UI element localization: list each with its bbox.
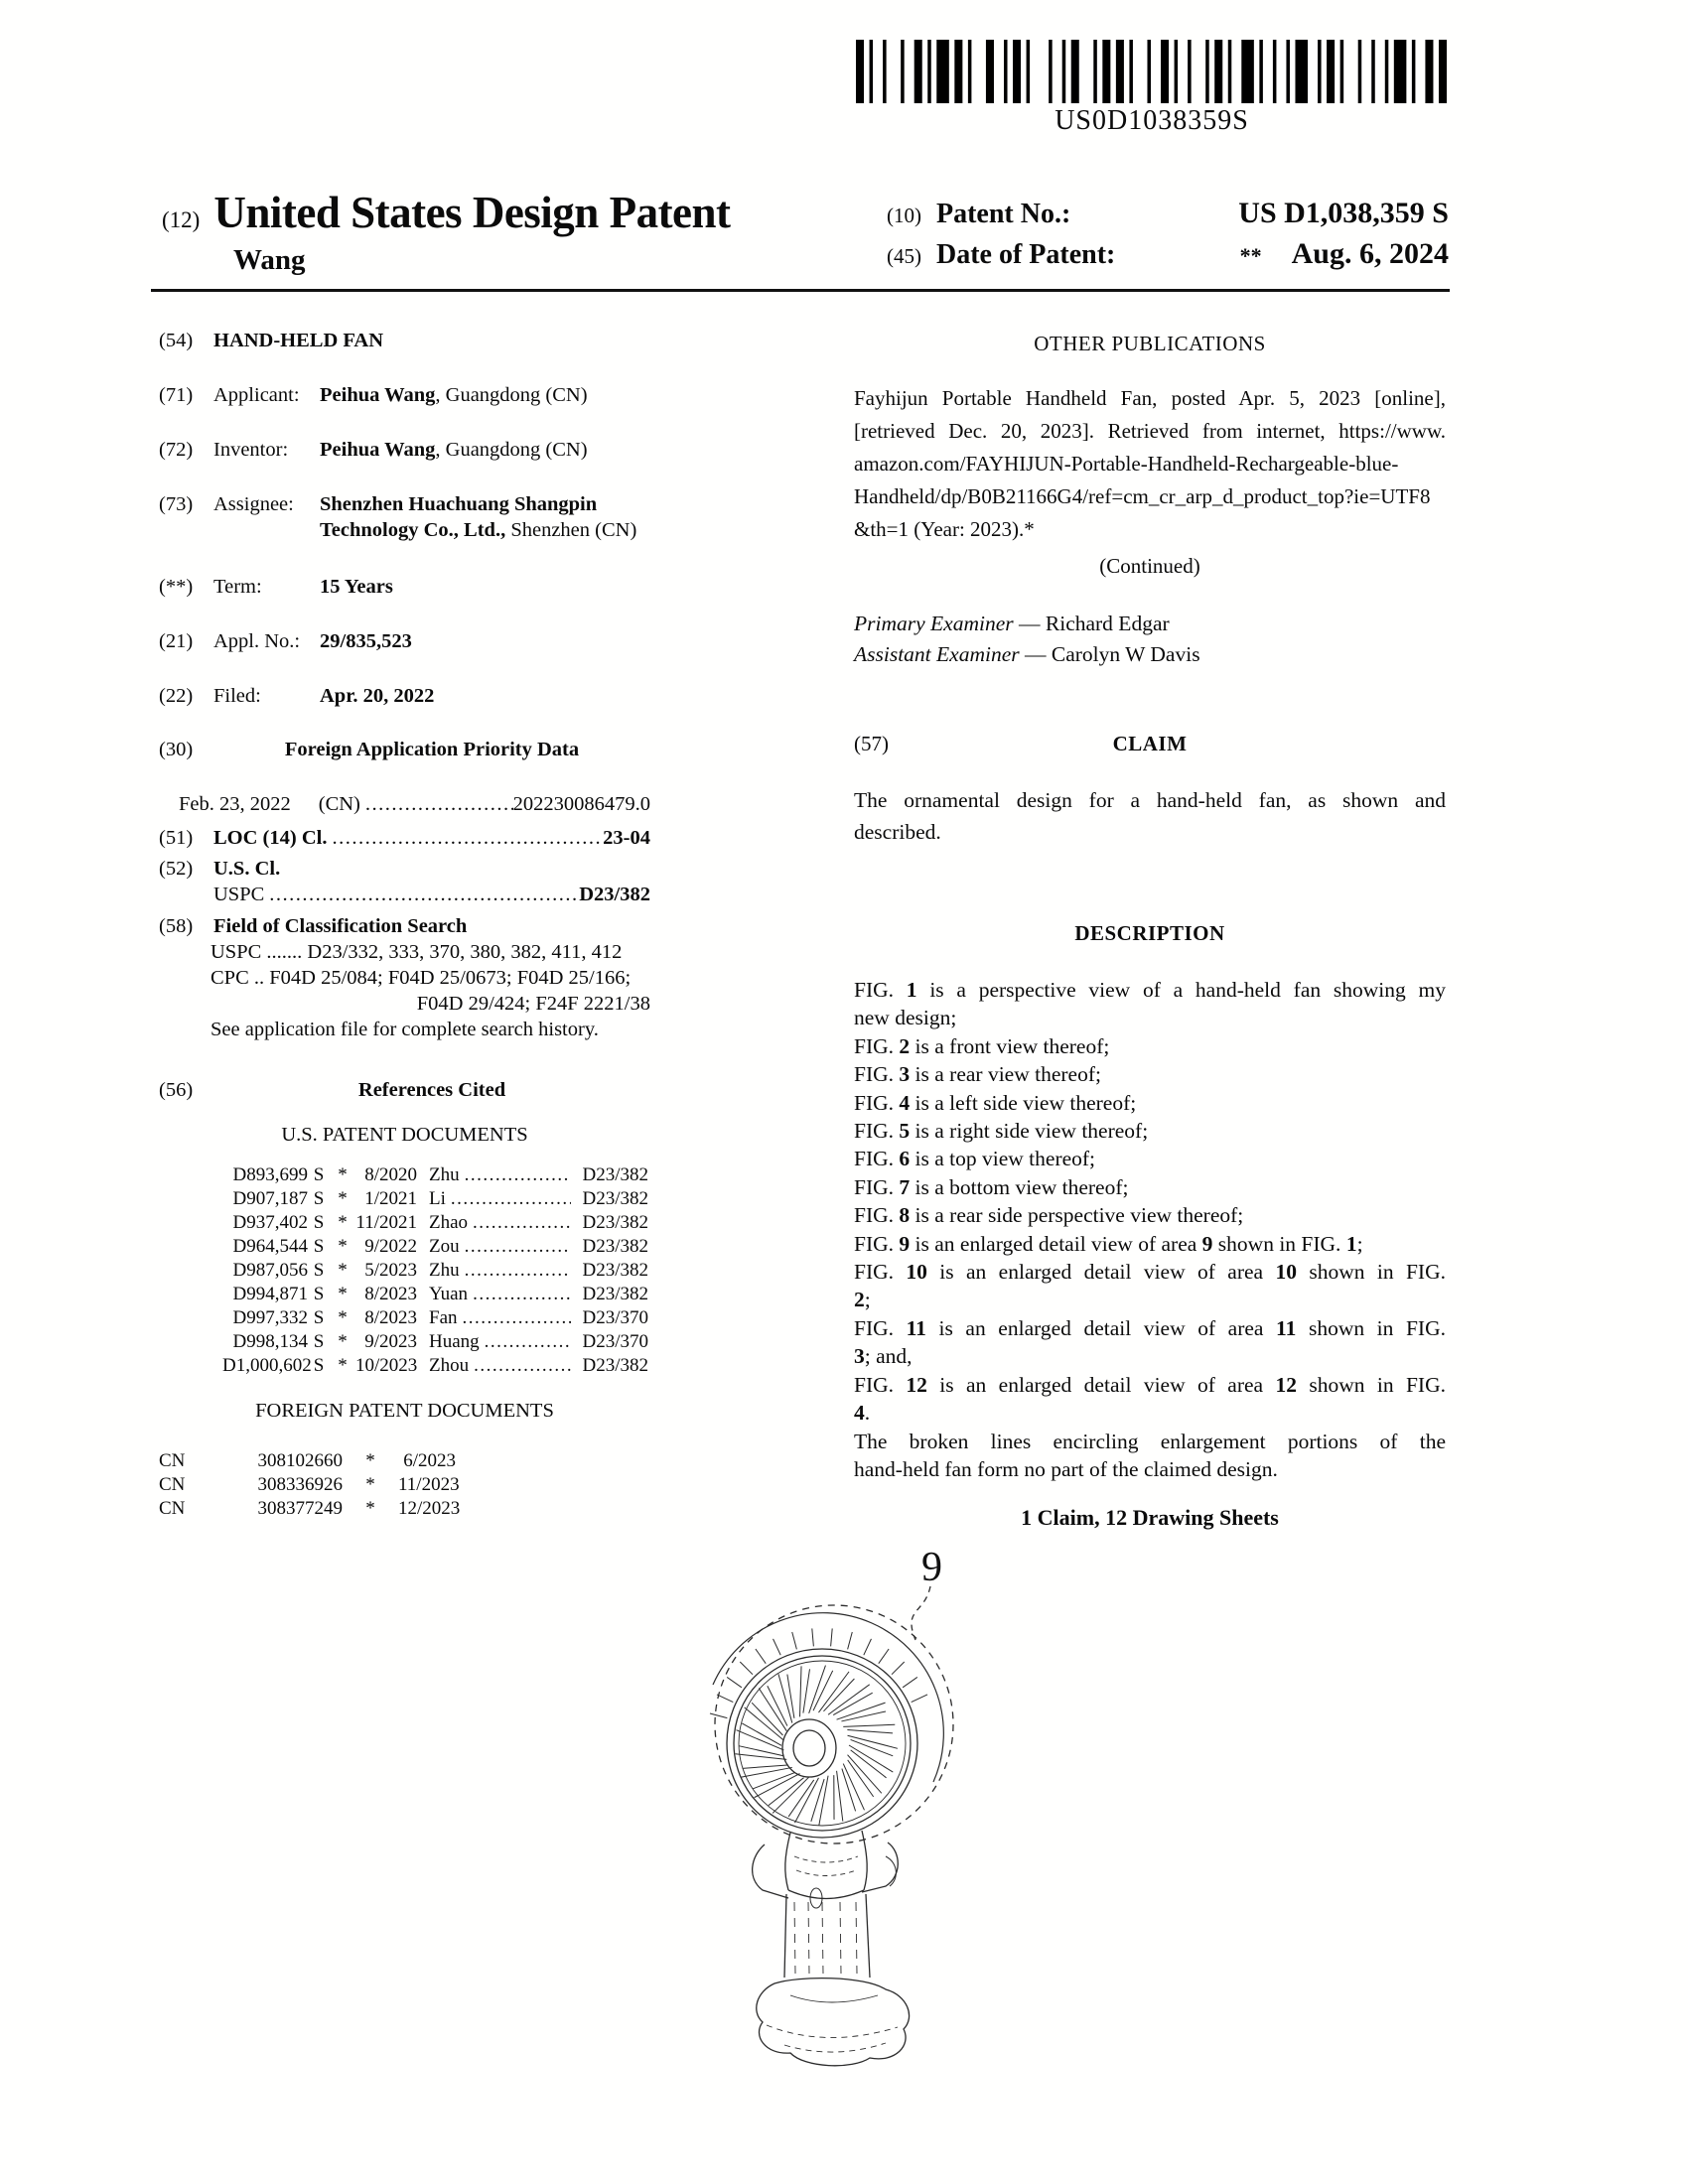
field-code-term: (**)	[159, 576, 194, 598]
field-search-uspc: USPC ....... D23/332, 333, 370, 380, 382, 411, 412	[211, 941, 623, 963]
field-code-56: (56)	[159, 1079, 194, 1101]
appl-no-value: 29/835,523	[320, 630, 412, 652]
text-line: The broken lines encircling enlargement portions of the	[854, 1429, 1446, 1453]
term-value: 15 Years	[320, 576, 393, 598]
claim-sheets-line: 1 Claim, 12 Drawing Sheets	[1021, 1505, 1279, 1531]
claim-title: CLAIM	[1112, 732, 1188, 755]
term-label: Term:	[213, 576, 262, 598]
invention-title: HAND-HELD FAN	[213, 330, 384, 351]
foreign-priority-title: Foreign Application Priority Data	[284, 739, 580, 760]
assignee-row	[159, 491, 650, 543]
invention-title-row	[159, 328, 650, 353]
field-code-71: (71)	[159, 384, 194, 406]
text-line: hand-held fan form no part of the claimed design.	[854, 1456, 1278, 1481]
continued-note: (Continued)	[1099, 554, 1200, 578]
right-column	[854, 328, 1446, 1534]
term-row	[159, 574, 650, 600]
text-line: Handheld/dp/B0B21166G4/ref=cm_cr_arp_d_product_top?ie=UTF8	[854, 484, 1431, 508]
field-search-cpc-2: F04D 29/424; F24F 2221/38	[416, 993, 650, 1015]
field-code-72: (72)	[159, 439, 194, 461]
table-row: CN 308336926 * 11/2023	[159, 1474, 460, 1495]
text-line: FIG. 12 is an enlarged detail view of area 12 shown in FIG.	[854, 1372, 1446, 1397]
inventor-row	[159, 437, 650, 463]
us-cl-row	[159, 856, 650, 882]
header-divider-rule	[151, 289, 1450, 292]
text-line: FIG. 7 is a bottom view thereof;	[854, 1174, 1129, 1199]
patent-no-value: US D1,038,359 S	[1238, 197, 1449, 229]
applicant-row	[159, 382, 650, 408]
barcode-text: US0D1038359S	[1055, 105, 1249, 136]
assistant-examiner-line: Assistant Examiner — Carolyn W Davis	[854, 642, 1200, 666]
loc-value: 23-04	[603, 827, 650, 849]
text-line: described.	[854, 820, 941, 844]
filed-row	[159, 683, 650, 709]
us-cl-label: U.S. Cl.	[213, 858, 281, 880]
text-line: FIG. 1 is a perspective view of a hand-held fan showing my	[854, 978, 1446, 1002]
field-search-row	[159, 913, 650, 939]
text-line: Fayhijun Portable Handheld Fan, posted Apr. 5, 2023 [online],	[854, 386, 1446, 410]
table-row: D907,187 S * 1/2021 Li ..... D23/382	[222, 1187, 648, 1211]
field-code-57: (57)	[854, 732, 889, 755]
priority-country: (CN)	[318, 793, 360, 815]
text-line: 4.	[854, 1401, 871, 1426]
figure-fan-drawing	[596, 1529, 1013, 2105]
text-line: [retrieved Dec. 20, 2023]. Retrieved from internet, https://www.	[854, 419, 1446, 443]
other-publications-text	[854, 382, 1446, 546]
text-line: FIG. 5 is a right side view thereof;	[854, 1119, 1149, 1144]
claim-header	[854, 728, 1446, 760]
references-header	[159, 1077, 650, 1103]
priority-number: 202230086479.0	[512, 793, 650, 815]
table-row: D893,699 S * 8/2020 Zhu ..... D23/382	[222, 1163, 648, 1187]
description-text	[854, 976, 1446, 1483]
field-code-51: (51)	[159, 827, 194, 849]
table-row: D1,000,602 S * 10/2023 Zhou ..... D23/382	[222, 1354, 648, 1378]
table-row: D994,871 S * 8/2023 Yuan ..... D23/382	[222, 1283, 648, 1306]
text-line: FIG. 9 is an enlarged detail view of area 9 shown in FIG. 1;	[854, 1231, 1363, 1256]
assignee-value: Shenzhen Huachuang Shangpin Technology Co., Ltd., Shenzhen (CN)	[320, 493, 637, 541]
header-left	[162, 187, 731, 277]
text-line: FIG. 4 is a left side view thereof;	[854, 1090, 1137, 1115]
claim-text	[854, 784, 1446, 848]
appl-no-label: Appl. No.:	[213, 630, 301, 652]
table-row: D937,402 S * 11/2021 Zhao ..... D23/382	[222, 1211, 648, 1235]
appl-no-row	[159, 628, 650, 654]
date-of-patent-label: Date of Patent:	[936, 239, 1116, 270]
field-search-note: See application file for complete search history.	[211, 1019, 599, 1040]
foreign-priority-header	[159, 737, 650, 762]
left-column	[159, 328, 650, 1521]
text-line: FIG. 8 is a rear side perspective view thereof;	[854, 1203, 1244, 1228]
table-row: D964,544 S * 9/2022 Zou ..... D23/382	[222, 1235, 648, 1259]
figure-label-leader	[912, 1586, 930, 1640]
leader-dots	[264, 882, 579, 907]
description-title: DESCRIPTION	[1074, 921, 1225, 945]
loc-class-row	[159, 825, 650, 851]
leader-dots	[327, 825, 603, 851]
uspc-label: USPC	[213, 884, 265, 905]
text-line: The ornamental design for a hand-held fan, as shown and	[854, 788, 1446, 812]
applicant-label: Applicant:	[213, 384, 300, 406]
text-line: 2;	[854, 1288, 871, 1312]
field-code-45: (45)	[887, 244, 921, 268]
field-code-54: (54)	[159, 330, 194, 351]
text-line: FIG. 10 is an enlarged detail view of area 10 shown in FIG.	[854, 1260, 1446, 1285]
text-line: FIG. 11 is an enlarged detail view of area 11 shown in FIG.	[854, 1315, 1446, 1340]
leader-dots	[360, 791, 513, 817]
references-title: References Cited	[357, 1079, 506, 1101]
field-code-73: (73)	[159, 493, 194, 515]
us-patent-docs-table	[222, 1163, 648, 1378]
header-right	[887, 197, 1449, 278]
field-code-22: (22)	[159, 685, 194, 707]
table-row: CN 308102660 * 6/2023	[159, 1450, 456, 1471]
text-line: 3; and,	[854, 1344, 913, 1369]
field-code-10: (10)	[887, 204, 921, 227]
text-line: FIG. 2 is a front view thereof;	[854, 1033, 1110, 1058]
date-of-patent-value: Aug. 6, 2024	[1291, 237, 1449, 270]
foreign-patent-docs-table	[159, 1449, 611, 1521]
table-row: CN 308377249 * 12/2023	[159, 1498, 461, 1519]
barcode	[856, 40, 1448, 103]
inventor-value: Peihua Wang, Guangdong (CN)	[320, 439, 588, 461]
table-row: D987,056 S * 5/2023 Zhu ..... D23/382	[222, 1259, 648, 1283]
text-line: FIG. 6 is a top view thereof;	[854, 1147, 1096, 1171]
text-line: FIG. 3 is a rear view thereof;	[854, 1062, 1101, 1087]
us-patent-docs-title: U.S. PATENT DOCUMENTS	[281, 1124, 528, 1146]
priority-date: Feb. 23, 2022	[179, 793, 291, 815]
field-code-12: (12)	[162, 207, 201, 232]
field-search-label: Field of Classification Search	[213, 915, 468, 937]
filed-label: Filed:	[213, 685, 261, 707]
other-publications-title: OTHER PUBLICATIONS	[1034, 332, 1266, 355]
field-code-58: (58)	[159, 915, 194, 937]
text-line: &th=1 (Year: 2023).*	[854, 517, 1035, 541]
table-row: D997,332 S * 8/2023 Fan ..... D23/370	[222, 1306, 648, 1330]
patent-no-label: Patent No.:	[936, 199, 1071, 229]
text-line: amazon.com/FAYHIJUN-Portable-Handheld-Rechargeable-blue-	[854, 452, 1399, 476]
uspc-row	[159, 882, 650, 907]
term-extension-stars: **	[1239, 243, 1262, 268]
header-inventor-name: Wang	[233, 244, 306, 276]
field-search-cpc-1: CPC .. F04D 25/084; F04D 25/0673; F04D 25/166;	[211, 967, 632, 989]
uspc-value: D23/382	[579, 884, 650, 905]
filed-value: Apr. 20, 2022	[320, 685, 435, 707]
field-code-52: (52)	[159, 858, 194, 880]
field-code-21: (21)	[159, 630, 194, 652]
foreign-patent-docs-title: FOREIGN PATENT DOCUMENTS	[255, 1400, 554, 1422]
page-title: United States Design Patent	[213, 188, 731, 237]
table-row: D998,134 S * 9/2023 Huang ..... D23/370	[222, 1330, 648, 1354]
inventor-label: Inventor:	[213, 439, 289, 461]
field-code-30: (30)	[159, 739, 194, 760]
assignee-label: Assignee:	[213, 493, 294, 515]
primary-examiner-line: Primary Examiner — Richard Edgar	[854, 612, 1170, 635]
applicant-value: Peihua Wang, Guangdong (CN)	[320, 384, 588, 406]
text-line: new design;	[854, 1006, 957, 1030]
priority-data-row	[159, 791, 650, 817]
figure-label-9: 9	[921, 1545, 942, 1590]
loc-label: LOC (14) Cl.	[213, 827, 328, 849]
